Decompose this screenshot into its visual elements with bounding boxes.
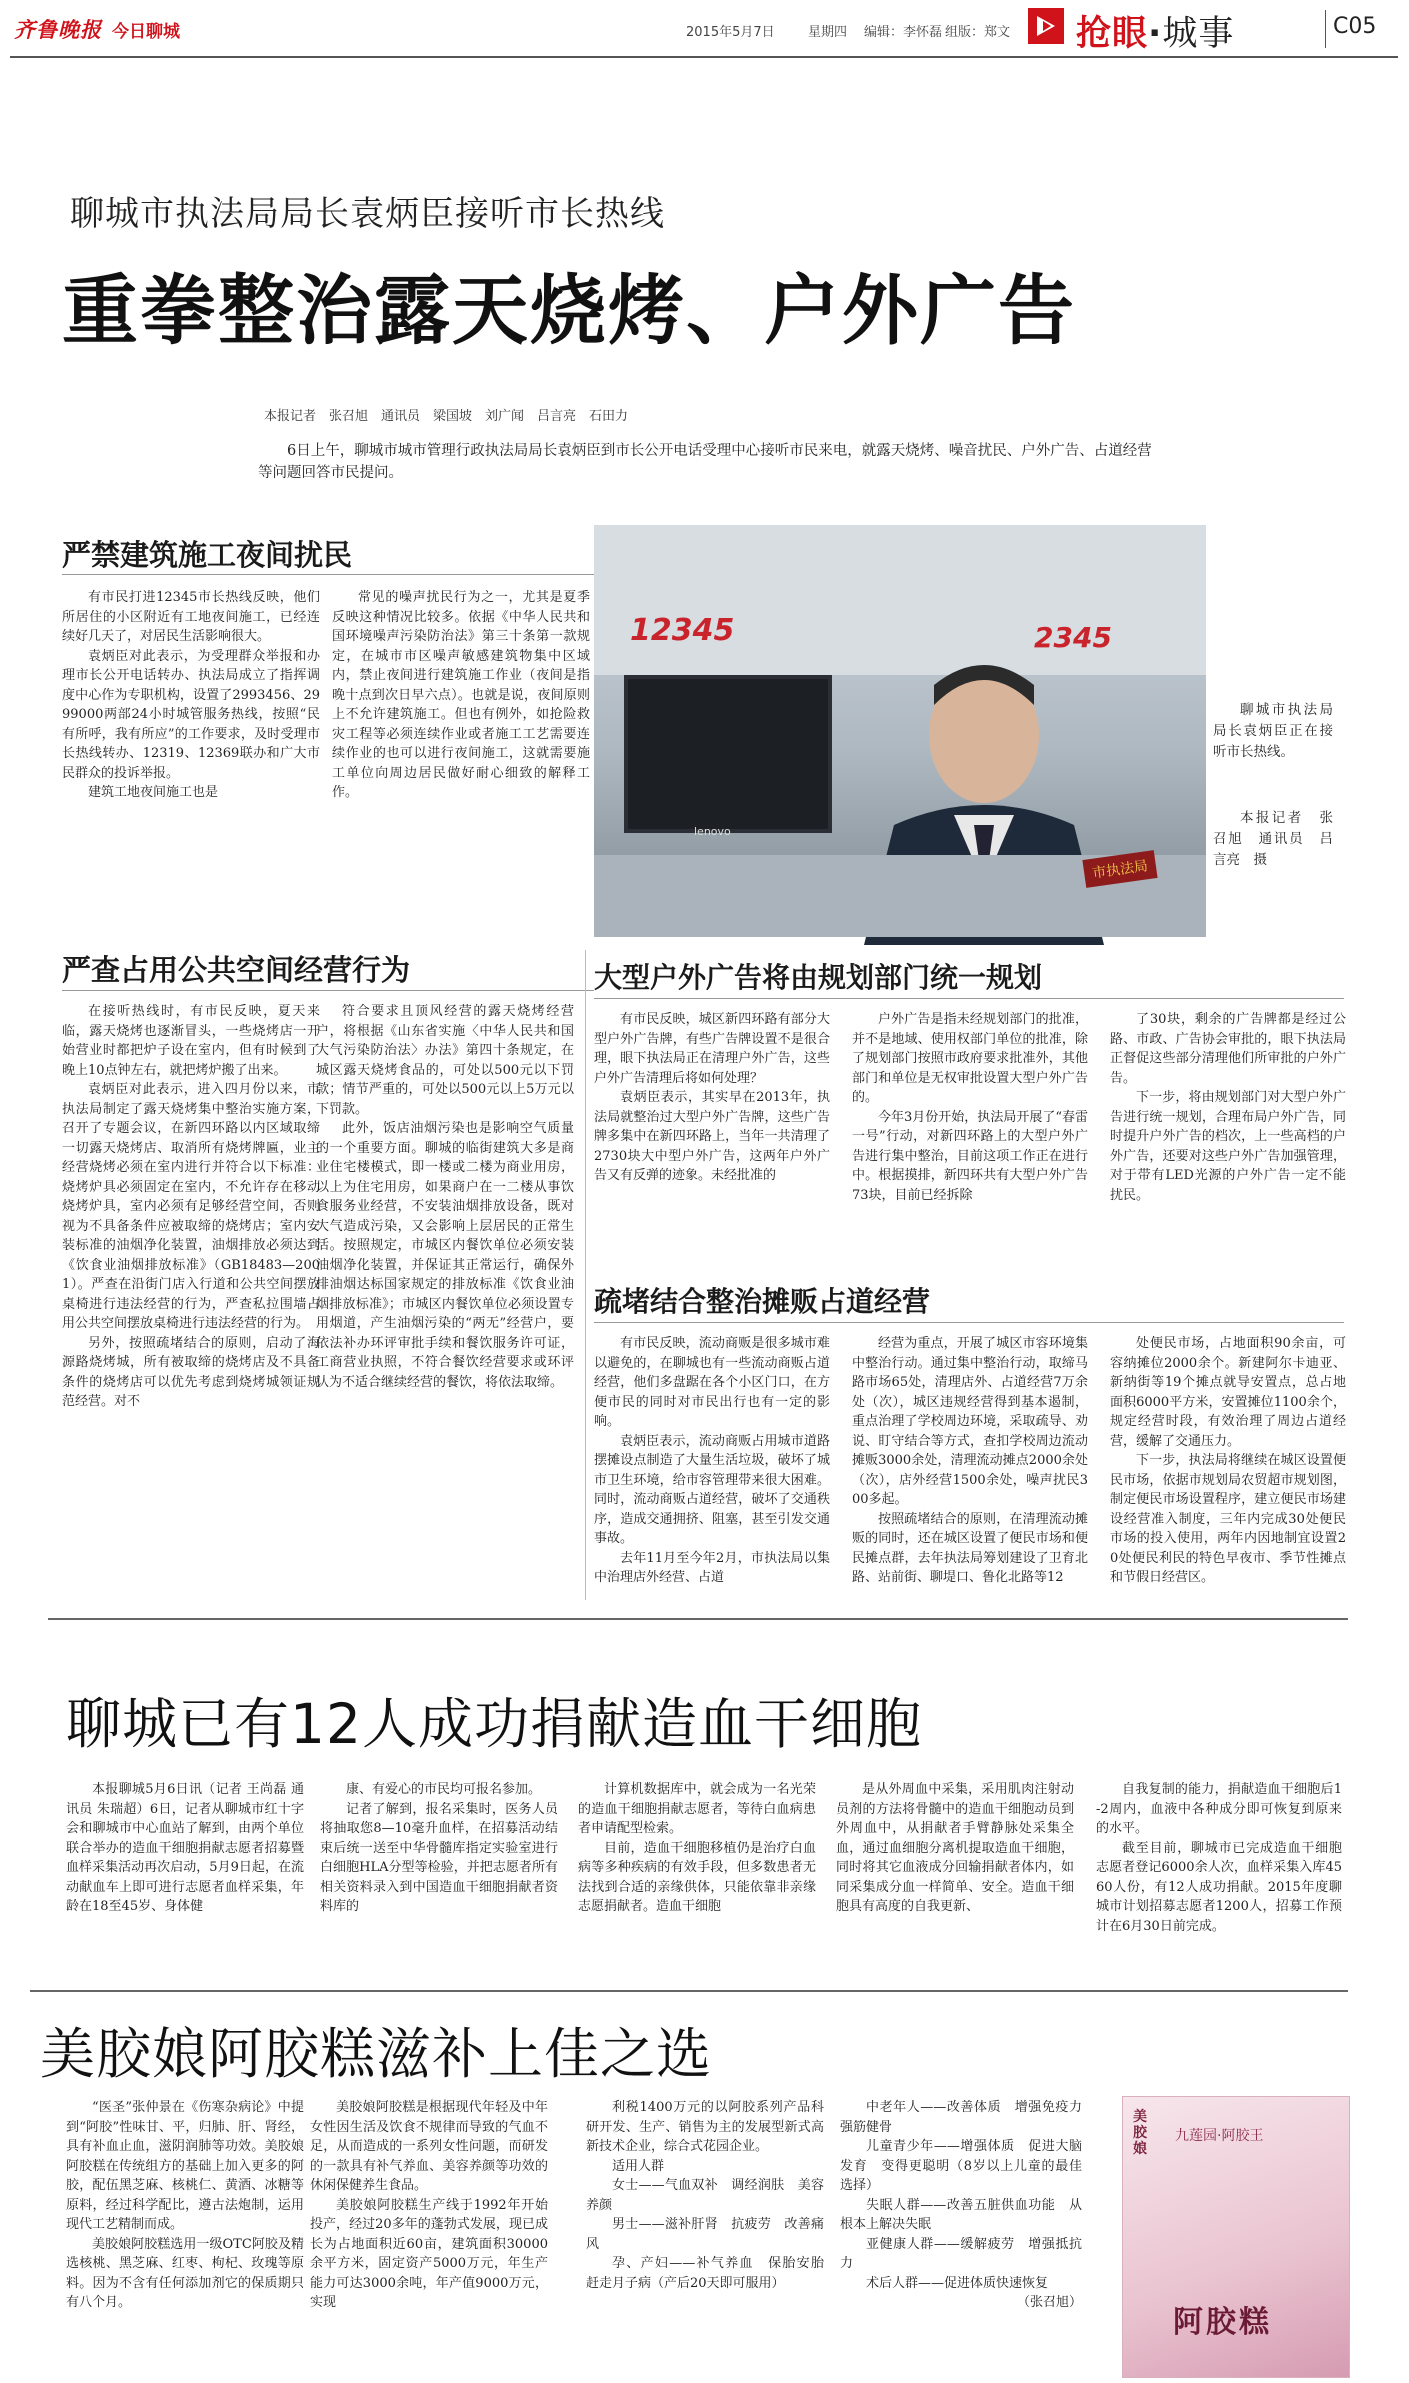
paragraph: 今年3月份开始，执法局开展了“春雷一号”行动，对新四环路上的大型户外广告进行集中整治，目前这项工作正在进行中。根据摸排，新四环共有大型户外广告73块，目前已经拆除 <box>852 1109 1088 1203</box>
paragraph: 利税1400万元的以阿胶系列产品科研开发、生产、销售为主的发展型新式高新技术企业，综合式花园企业。 <box>586 2100 824 2154</box>
masthead-rule <box>10 56 1398 58</box>
section-title-street-vendors: 疏堵结合整治摊贩占道经营 <box>594 1285 931 1318</box>
paragraph: 失眠人群——改善五脏供血功能 从根本上解决失眠 <box>840 2197 1082 2232</box>
paragraph: 术后人群——促进体质快速恢复 <box>866 2275 1049 2291</box>
issue-weekday: 星期四 <box>808 25 848 40</box>
photo-desk-label: 市执法局 <box>1082 850 1157 888</box>
paragraph: 此外，饭店油烟污染也是影响空气质量的一个重要方面。聊城的临街建筑大多是商业住宅楼模式，即一楼或二楼为商业用房，以上为住宅用房，如果商户在一二楼从事饮食服务业经营，不安装油烟排放设备，既对大气造成污染，又会影响上层居民的正常生活。按照规定，市城区内餐饮单位必须安装油烟净化装置，并保证其正常运行，确保外排油烟达标国家规定的排放标准《饮食业油烟排放标准》；市城区内餐饮单位必须设置专用烟道，产生油烟污染的“两无”经营户，要依法补办环评审批手续和餐饮服务许可证，工商营业执照，不符合餐饮经营要求或环评认为不适合继续经营的餐饮，将依法取缔。 <box>316 1121 574 1390</box>
section-title-public-space: 严查占用公共空间经营行为 <box>62 953 411 987</box>
paragraph: 在接听热线时，有市民反映，夏天来临，露天烧烤也逐渐冒头，一些烧烤店一开始营业时都把炉子设在室内，但有时候到了晚上10点钟左右，就把烤炉搬了出来。 <box>62 1004 320 1078</box>
story-divider <box>48 1618 1348 1620</box>
paragraph: 按照疏堵结合的原则，在清理流动摊贩的同时，还在城区设置了便民市场和便民摊点群，去年执法局筹划建设了卫育北路、站前街、聊堤口、鲁化北路等12 <box>852 1511 1088 1585</box>
product-box-image <box>1122 2096 1350 2378</box>
paragraph: 另外，按照疏堵结合的原则，启动了海源路烧烤城，所有被取缔的烧烤店及不具备条件的烧烤店可以优先考虑到烧烤城领证规范经营。对不 <box>62 1335 320 1409</box>
page-number: C05 <box>1333 14 1377 39</box>
section2-col1 <box>62 1002 320 1607</box>
paper-logo: 齐鲁晚报 <box>14 17 102 42</box>
paragraph: 有市民反映，城区新四环路有部分大型户外广告牌，有些广告牌设置不是很合理，眼下执法局正在清理户外广告，这些户外广告清理后将如何处理？ <box>594 1012 830 1086</box>
stem-cell-headline: 聊城已有12人成功捐献造血干细胞 <box>66 1692 922 1756</box>
paragraph: 适用人群 <box>612 2158 665 2174</box>
section4-col3 <box>1110 1334 1346 1606</box>
story-divider <box>30 1990 1348 1992</box>
paragraph: 符合要求且顶风经营的露天烧烤经营户，将根据《山东省实施〈中华人民共和国大气污染防治法〉办法》第四十条规定，在城区露天烧烤食品的，可处以500元以下罚款；情节严重的，可处以500元以上5万元以下罚款。 <box>316 1004 574 1117</box>
ejiao-col3 <box>586 2098 838 2378</box>
section3-col2 <box>852 1010 1088 1310</box>
product-banner: 九莲园·阿胶王 <box>1175 2128 1264 2144</box>
paragraph: 处便民市场，占地面积90余亩，可容纳摊位2000余个。新建阿尔卡迪亚、新纳街等19个摊点就导安置点，总占地面积6000平方米，安置摊位1100余个，规定经营时段，有效治理了周边占道经营，缓解了交通压力。 <box>1110 1336 1346 1449</box>
column-title <box>1076 6 1234 56</box>
paragraph: 中老年人——改善体质 增强免疫力 强筋健骨 <box>840 2100 1096 2135</box>
section2-col2 <box>316 1002 574 1607</box>
paragraph: 下一步，执法局将继续在城区设置便民市场，依据市规划局农贸超市规划图，制定便民市场设置程序，建立便民市场建设经营准入制度，三年内完成30处便民市场的投入使用，两年内因地制宜设置20处便民利民的特色早夜市、季节性摊点和节假日经营区。 <box>1110 1453 1346 1585</box>
paragraph: 去年11月至今年2月，市执法局以集中治理店外经营、占道 <box>594 1550 830 1585</box>
paragraph: 孕、产妇——补气养血 保胎安胎 赶走月子病（产后20天即可服用） <box>586 2256 838 2291</box>
paragraph: 袁炳臣对此表示，为受理群众举报和办理市长公开电话转办、执法局成立了指挥调度中心作为专职机构，设置了2993456、2999000两部24小时城管服务热线，按照“民有所呼，我有所应”的工作要求，及时受理市长热线转办、12319、12369联办和广大市民群众的投诉举报。 <box>62 648 320 781</box>
paragraph: 男士——滋补肝肾 抗疲劳 改善痛风 <box>586 2217 824 2252</box>
ejiao-col4 <box>840 2098 1096 2378</box>
stem-col1 <box>66 1780 304 2030</box>
section2-rule <box>62 990 594 991</box>
stem-col2 <box>320 1780 558 2030</box>
column-title-b: 城事 <box>1162 14 1235 54</box>
lead-headline: 重拳整治露天烧烤、户外广告 <box>62 266 1076 355</box>
photo-caption: 聊城市执法局局长袁炳臣正在接听市长热线。 <box>1213 702 1333 760</box>
ejiao-headline: 美胶娘阿胶糕滋补上佳之选 <box>40 2022 713 2086</box>
hotline-photo <box>594 525 1206 937</box>
paragraph: 本报聊城5月6日讯（记者 王尚磊 通讯员 朱瑞超）6日，记者从聊城市红十字会和聊城市中心血站了解到，由两个单位联合举办的造血干细胞捐献志愿者招募暨血样采集活动再次启动，5月9日起，在流动献血车上即可进行志愿者血样采集，年龄在18至45岁、身体健 <box>66 1782 304 1914</box>
stem-col3 <box>578 1780 816 2030</box>
section4-col1 <box>594 1334 830 1606</box>
paragraph: 建筑工地夜间施工也是 <box>88 785 219 800</box>
paragraph: 是从外周血中采集，采用肌肉注射动员剂的方法将骨髓中的造血干细胞动员到外周血中，从捐献者手臂静脉处采集全血，通过血细胞分离机提取造血干细胞，同时将其它血液成分回输捐献者体内，如同采集成分血一样简单、安全。造血干细胞具有高度的自我更新、 <box>836 1782 1074 1914</box>
page-no-divider <box>1325 10 1326 48</box>
paragraph: 袁炳臣表示，流动商贩占用城市道路摆摊设点制造了大量生活垃圾，破坏了城市卫生环境，给市容管理带来很大困难。同时，流动商贩占道经营，破坏了交通秩序，造成交通拥挤、阻塞，甚至引发交通事故。 <box>594 1433 830 1546</box>
paragraph: 美胶娘阿胶糕是根据现代年轻及中年女性因生活及饮食不规律而导致的气血不足，从而造成的一系列女性问题，而研发的一款具有补气养血、美容养颜等功效的休闲保健养生食品。 <box>310 2100 548 2193</box>
paragraph: 截至目前，聊城市已完成造血干细胞志愿者登记6000余人次，血样采集入库4560人份，有12人成功捐献。2015年度聊城市计划招募志愿者1200人，招募工作预计在6月30日前完成。 <box>1096 1840 1342 1934</box>
editor-credit: 编辑：李怀磊 <box>864 25 943 40</box>
column-title-dot: · <box>1148 14 1163 54</box>
intro: 6日上午，聊城市城市管理行政执法局局长袁炳臣到市长公开电话受理中心接听市民来电，就露天烧烤、噪音扰民、户外广告、占道经营等问题回答市民提问。 <box>258 443 1152 481</box>
masthead <box>0 0 1409 56</box>
section3-col1 <box>594 1010 830 1310</box>
photo-monitor-brand: lenovo <box>694 825 731 838</box>
section-name: 今日聊城 <box>112 22 180 42</box>
paragraph: 了30块，剩余的广告牌都是经过公路、市政、广告协会审批的，眼下执法局正督促这些部分清理他们所审批的户外广告。 <box>1110 1012 1346 1086</box>
ejiao-credit: （张召旭） <box>1016 2295 1082 2310</box>
section3-col3 <box>1110 1010 1346 1310</box>
photo-sign-right: 2345 <box>1034 621 1112 654</box>
paragraph: 户外广告是指未经规划部门的批准，并不是地域、使用权部门单位的批准，除了规划部门按照市政府要求批准外，其他部门和单位是无权审批设置大型户外广告的。 <box>852 1012 1088 1105</box>
kicker: 聊城市执法局局长袁炳臣接听市长热线 <box>70 194 665 234</box>
column-title-a: 抢眼 <box>1076 14 1149 54</box>
column-divider <box>585 950 586 1600</box>
product-name: 阿胶糕 <box>1173 2305 1272 2340</box>
paragraph: 计算机数据库中，就会成为一名光荣的造血干细胞捐献志愿者，等待白血病患者申请配型检索。 <box>578 1782 816 1836</box>
product-brand: 美胶娘 <box>1133 2109 1147 2157</box>
paragraph: 有市民反映，流动商贩是很多城市难以避免的，在聊城也有一些流动商贩占道经营，他们多盘踞在各个小区门口，在方便市民的同时对市民出行也有一定的影响。 <box>594 1336 830 1429</box>
section1-col1 <box>62 588 320 940</box>
stem-col5 <box>1096 1780 1342 2030</box>
paragraph: 经营为重点，开展了城区市容环境集中整治行动。通过集中整治行动，取缔马路市场65处，清理店外、占道经营7万余处（次），城区违规经营得到基本遏制，重点治理了学校周边环境，采取疏导、劝说、盯守结合等方式，查扣学校周边流动摊贩3000余处，清理流动摊点2000余处（次），店外经营1500余处，噪声扰民300多起。 <box>852 1336 1088 1507</box>
section-title-outdoor-ads: 大型户外广告将由规划部门统一规划 <box>594 961 1043 994</box>
paragraph: “医圣”张仲景在《伤寒杂病论》中提到“阿胶”性味甘、平，归肺、肝、肾经，具有补血止血，滋阴润肺等功效。美胶娘阿胶糕在传统组方的基础上加入更多的阿胶，配伍黑芝麻、核桃仁、黄酒、冰糖等原料，经过科学配比，遵古法炮制，运用现代工艺精制而成。 <box>66 2100 304 2232</box>
paragraph: 下一步，将由规划部门对大型户外广告进行统一规划，合理布局户外广告，同时提升户外广告的档次，上一些高档的户外广告，还要对这些户外广告加强管理，对于带有LED光源的户外广告一定不能扰民。 <box>1110 1090 1346 1203</box>
paragraph: 自我复制的能力，捐献造血干细胞后1-2周内，血液中各种成分即可恢复到原来的水平。 <box>1096 1782 1342 1836</box>
issue-date: 2015年5月7日 <box>686 25 775 40</box>
paragraph: 美胶娘阿胶糕选用一级OTC阿胶及精选核桃、黑芝麻、红枣、枸杞、玫瑰等原料。因为不含有任何添加剂它的保质期只有八个月。 <box>66 2236 304 2310</box>
stem-col4 <box>836 1780 1074 2030</box>
paragraph: 常见的噪声扰民行为之一，尤其是夏季反映这种情况比较多。依据《中华人民共和国环境噪声污染防治法》第三十条第一款规定，在城市市区噪声敏感建筑物集中区域内，禁止夜间进行建筑施工作业（夜间是指晚十点到次日早六点）。也就是说，夜间原则上不允许建筑施工。但也有例外，如抢险救灾工程等必须连续作业或者施工工艺需要连续作业的也可以进行夜间施工，这就需要施工单位向周边居民做好耐心细致的解释工作。 <box>332 590 590 800</box>
section1-col2 <box>332 588 590 940</box>
layout-credit: 组版：郑文 <box>945 25 1011 40</box>
photo-monitor <box>624 675 832 833</box>
paragraph: 袁炳臣对此表示，进入四月份以来，市执法局制定了露天烧烤集中整治实施方案，召开了专题会议，在新四环路以内区域取缔一切露天烧烤店、取消所有烧烤牌匾，业主经营烧烤必须在室内进行并符合以下标准：烧烤炉具必须固定在室内，不允许存在移动烧烤炉具，室内必须有足够经营空间，否则视为不具备条件应被取缔的烧烤店；室内安装标准的油烟净化装置，油烟排放必须达到《饮食业油烟排放标准》（GB18483—2001）。严查在沿街门店入行道和公共空间摆放桌椅进行违法经营的行为，严查私拉围墙占用公共空间摆放桌椅进行违法经营的行为。 <box>62 1082 320 1331</box>
section4-rule <box>594 1322 1344 1323</box>
section3-rule <box>594 998 1344 999</box>
paragraph: 亚健康人群——缓解疲劳 增强抵抗力 <box>840 2236 1082 2271</box>
flag-icon <box>1028 8 1064 44</box>
paragraph: 袁炳臣表示，其实早在2013年，执法局就整治过大型户外广告牌，这些广告牌多集中在新四环路上，当年一共清理了2730块大中型户外广告，这两年户外广告又有反弹的迹象。未经批准的 <box>594 1090 830 1183</box>
paragraph: 儿童青少年——增强体质 促进大脑发育 变得更聪明（8岁以上儿童的最佳选择） <box>840 2139 1082 2193</box>
paragraph: 目前，造血干细胞移植仍是治疗白血病等多种疾病的有效手段，但多数患者无法找到合适的亲缘供体，只能依靠非亲缘志愿捐献者。造血干细胞 <box>578 1840 816 1914</box>
paragraph: 女士——气血双补 调经润肤 美容养颜 <box>586 2178 824 2213</box>
ejiao-col2 <box>310 2098 548 2378</box>
photo-sign-left: 12345 <box>630 613 735 648</box>
section-title-no-night-work: 严禁建筑施工夜间扰民 <box>62 538 353 572</box>
paragraph: 记者了解到，报名采集时，医务人员将抽取您8—10毫升血样，在招募活动结束后统一送至中华骨髓库指定实验室进行白细胞HLA分型等检验，并把志愿者所有相关资料录入到中国造血干细胞捐献者资料库的 <box>320 1801 558 1914</box>
photo-credit: 本报记者 张召旭 通讯员 吕言亮 摄 <box>1213 810 1333 868</box>
section1-rule <box>62 574 594 575</box>
section4-col2 <box>852 1334 1088 1606</box>
byline: 本报记者 张召旭 通讯员 梁国坡 刘广闻 吕言亮 石田力 <box>264 409 629 424</box>
paragraph: 美胶娘阿胶糕生产线于1992年开始投产，经过20多年的蓬勃式发展，现已成长为占地面积近60亩，建筑面积30000余平方米，固定资产5000万元，年生产能力可达3000余吨，年产值9000万元，实现 <box>310 2197 548 2310</box>
paragraph: 有市民打进12345市长热线反映，他们所居住的小区附近有工地夜间施工，已经连续好几天了，对居民生活影响很大。 <box>62 590 320 644</box>
paragraph: 康、有爱心的市民均可报名参加。 <box>346 1782 542 1797</box>
ejiao-col1 <box>66 2098 304 2378</box>
